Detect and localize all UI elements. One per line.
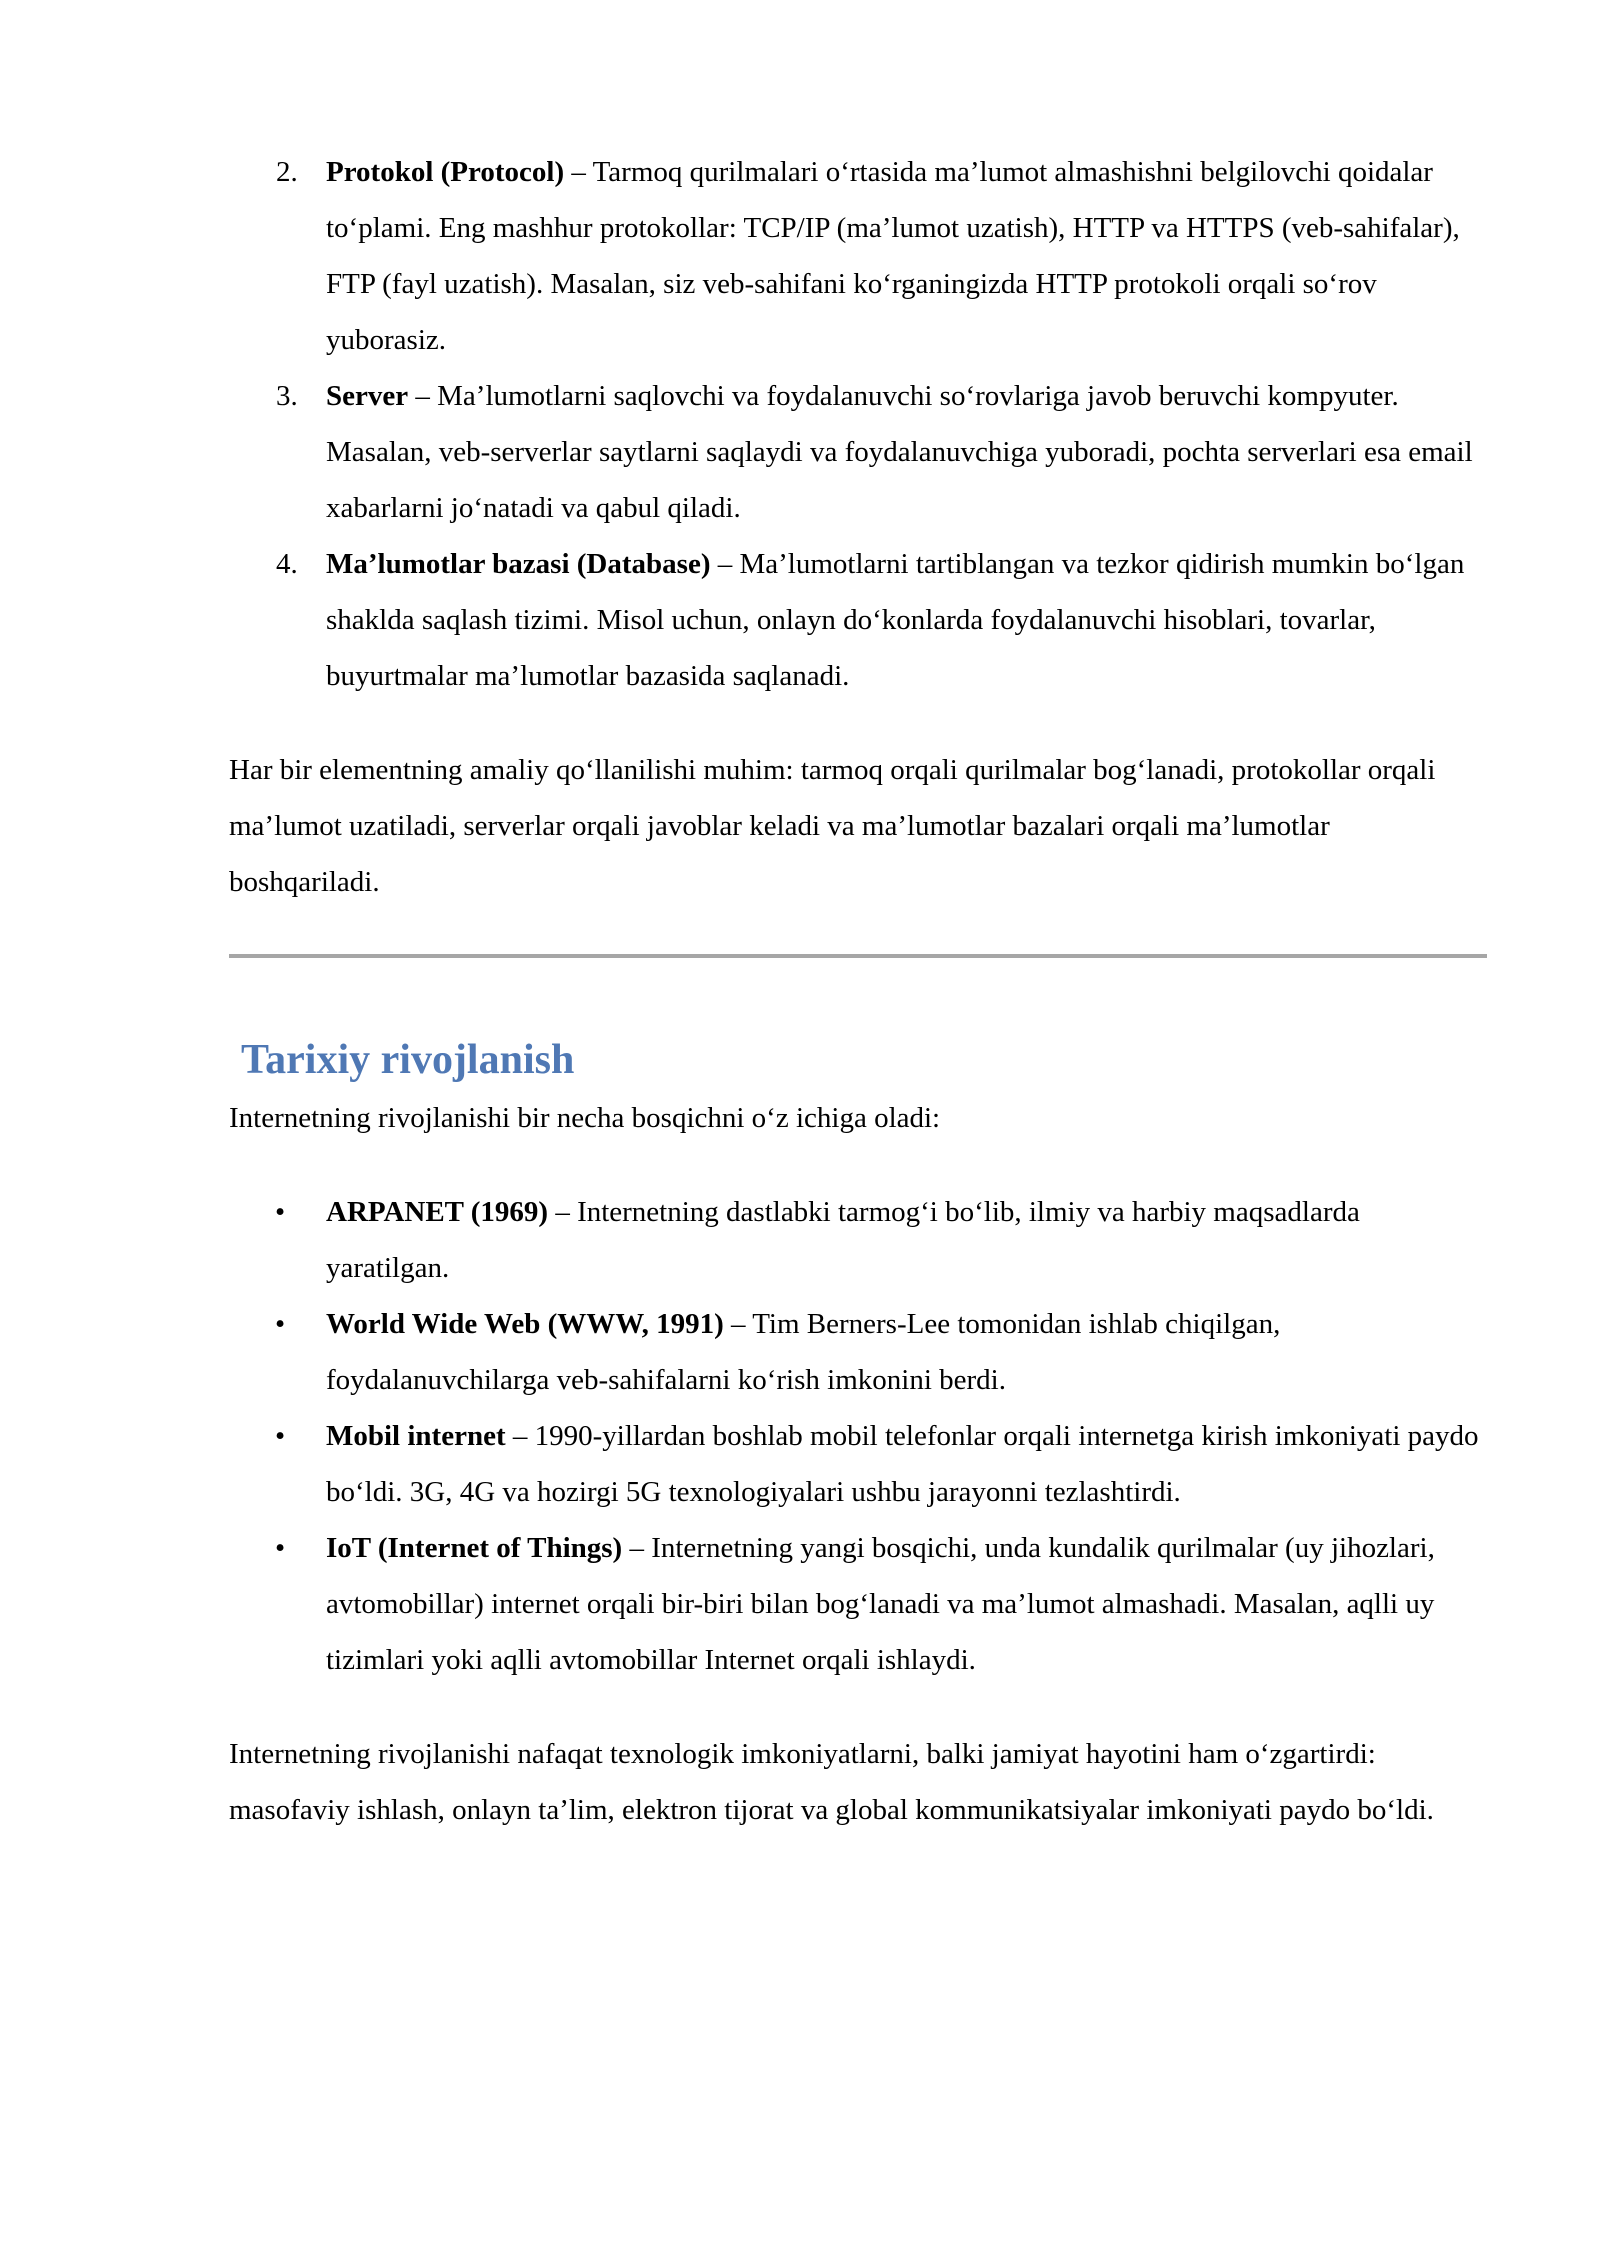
list-text: – 1990-yillardan boshlab mobil telefonlar orqali internetga kirish imkoniyati paydo bo‘ldi. 3G, 4G va hozirgi 5G texnologiyalari ushbu jarayonni tezlashtirdi. <box>326 1420 1479 1508</box>
list-term: Protokol (Protocol) <box>326 156 565 188</box>
page-content <box>229 144 1487 1838</box>
section-heading: Tarixiy rivojlanish <box>241 1037 575 1083</box>
list-text: – Ma’lumotlarni tartiblangan va tezkor qidirish mumkin bo‘lgan shaklda saqlash tizimi. Misol uchun, onlayn do‘konlarda foydalanuvchi hisoblari, tovarlar, buyurtmalar ma’lumotlar bazasida saqlanadi. <box>326 548 1465 692</box>
list-number: 2. <box>276 156 298 188</box>
list-text: – Ma’lumotlarni saqlovchi va foydalanuvchi so‘rovlariga javob beruvchi kompyuter. Masalan, veb-serverlar saytlarni saqlaydi va foydalanuvchiga yuboradi, pochta serverlari esa email xabarlarni jo‘natadi va qabul qiladi. <box>326 380 1473 524</box>
list-item <box>229 536 1487 704</box>
bullet-list <box>229 1184 1487 1688</box>
bullet-icon: • <box>275 1532 286 1564</box>
list-term: Mobil internet <box>326 1420 506 1452</box>
bullet-icon: • <box>275 1196 286 1228</box>
horizontal-divider <box>229 954 1487 958</box>
list-number: 3. <box>276 380 298 412</box>
list-term: ARPANET (1969) <box>326 1196 549 1228</box>
spacer <box>229 1688 1487 1726</box>
list-number: 4. <box>276 548 298 580</box>
list-term: IoT (Internet of Things) <box>326 1532 623 1564</box>
section-intro: Internetning rivojlanishi bir necha bosqichni o‘z ichiga oladi: <box>229 1102 941 1134</box>
list-item <box>229 144 1487 368</box>
list-term: Ma’lumotlar bazasi (Database) <box>326 548 711 580</box>
list-item <box>229 1520 1487 1688</box>
list-text: – Tarmoq qurilmalari o‘rtasida ma’lumot almashishni belgilovchi qoidalar to‘plami. Eng mashhur protokollar: TCP/IP (ma’lumot uzatish), HTTP va HTTPS (veb-sahifalar), FTP (fayl uzatish). Masalan, siz veb-sahifani ko‘rganingizda HTTP protokoli orqali so‘rov yuborasiz. <box>326 156 1460 356</box>
numbered-list <box>229 144 1487 704</box>
summary-paragraph: Har bir elementning amaliy qo‘llanilishi muhim: tarmoq orqali qurilmalar bog‘lanadi, protokollar orqali ma’lumot uzatiladi, serverlar orqali javoblar keladi va ma’lumotlar bazalari orqali ma’lumotlar boshqariladi. <box>229 754 1436 898</box>
list-item <box>229 368 1487 536</box>
bullet-list-wrapper <box>229 1184 1487 1688</box>
list-item <box>229 1408 1487 1520</box>
list-item <box>229 1184 1487 1296</box>
list-text: – Internetning yangi bosqichi, unda kundalik qurilmalar (uy jihozlari, avtomobillar) internet orqali bir-biri bilan bog‘lanadi va ma’lumot almashadi. Masalan, aqlli uy tizimlari yoki aqlli avtomobillar Internet orqali ishlaydi. <box>326 1532 1435 1676</box>
list-text: – Tim Berners-Lee tomonidan ishlab chiqilgan, foydalanuvchilarga veb-sahifalarni ko‘rish imkonini berdi. <box>326 1308 1281 1396</box>
list-item <box>229 1296 1487 1408</box>
bullet-icon: • <box>275 1308 286 1340</box>
spacer <box>229 704 1487 742</box>
list-term: Server <box>326 380 409 412</box>
closing-paragraph: Internetning rivojlanishi nafaqat texnologik imkoniyatlarni, balki jamiyat hayotini ham o‘zgartirdi: masofaviy ishlash, onlayn ta’lim, elektron tijorat va global kommunikatsiyalar imkoniyati paydo bo‘ldi. <box>229 1738 1434 1826</box>
bullet-icon: • <box>275 1420 286 1452</box>
list-text: – Internetning dastlabki tarmog‘i bo‘lib, ilmiy va harbiy maqsadlarda yaratilgan. <box>326 1196 1360 1284</box>
list-term: World Wide Web (WWW, 1991) <box>326 1308 724 1340</box>
